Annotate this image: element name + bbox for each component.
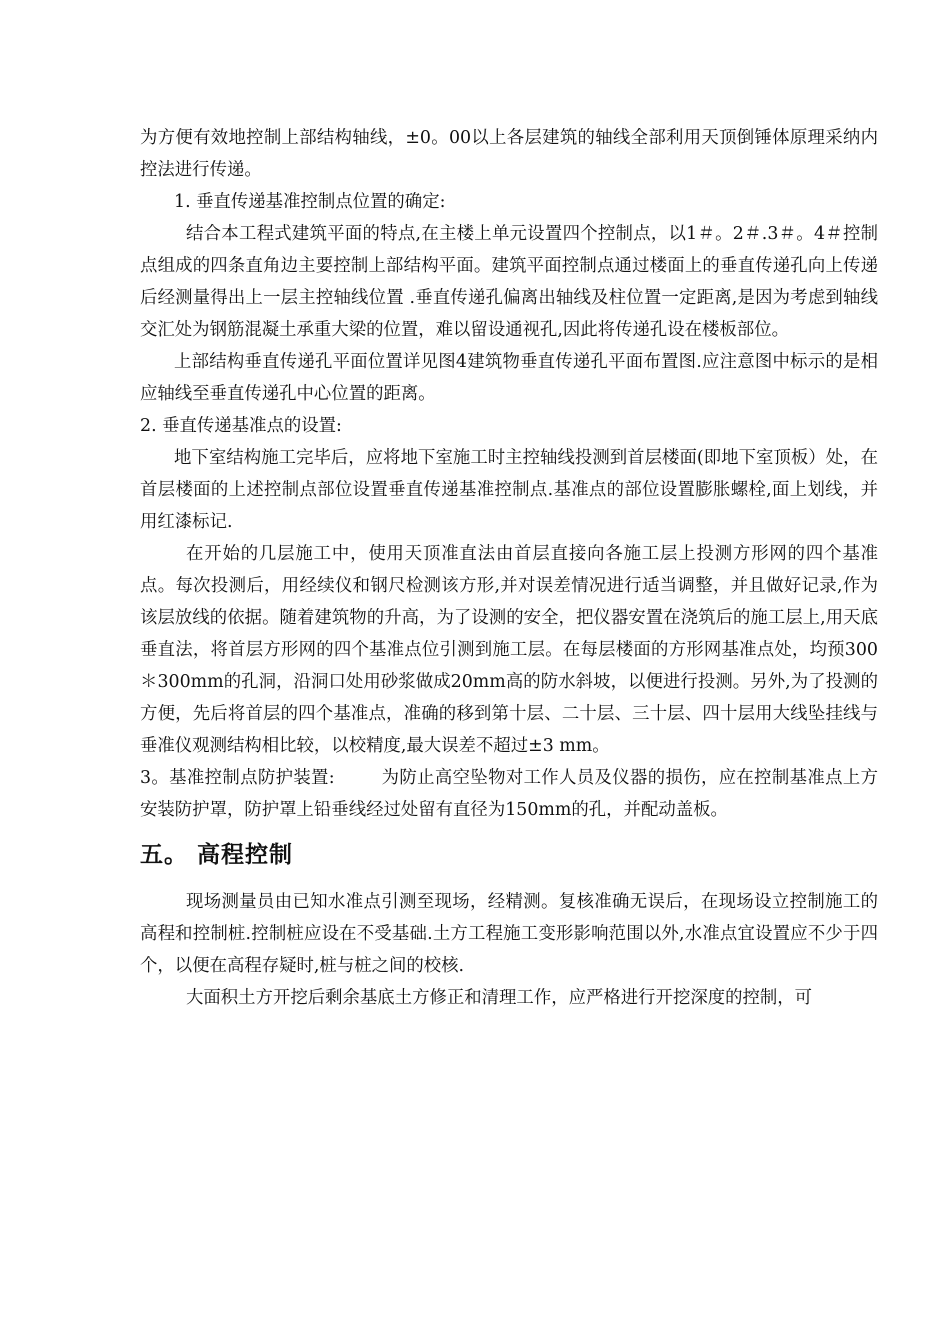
item-1-title: 1. 垂直传递基准控制点位置的确定: bbox=[174, 192, 446, 212]
paragraph-basement: 地下室结构施工完毕后，应将地下室施工时主控轴线投测到首层楼面(即地下室顶板）处，在首层楼面的上述控制点部位设置垂直传递基准控制点.基准点的部位设置膨胀螺栓,面上划线，并用红漆标记. bbox=[140, 448, 878, 532]
paragraph-excavation: 大面积土方开挖后剩余基底土方修正和清理工作，应严格进行开挖深度的控制，可 bbox=[186, 988, 813, 1008]
paragraph-transfer-holes: 上部结构垂直传递孔平面位置详见图4建筑物垂直传递孔平面布置图.应注意图中标示的是相应轴线至垂直传递孔中心位置的距离。 bbox=[140, 352, 878, 404]
item-2-title: 2. 垂直传递基准点的设置: bbox=[140, 416, 342, 436]
paragraph-elevation-benchmarks: 现场测量员由已知水准点引测至现场，经精测。复核准确无误后，在现场设立控制施工的高程和控制桩.控制桩应设在不受基础.土方工程施工变形影响范围以外,水准点宜设置应不少于四个，以便在高程存疑时,桩与桩之间的校核. bbox=[140, 892, 878, 976]
paragraph-axis-control: 为方便有效地控制上部结构轴线，±0。00以上各层建筑的轴线全部利用天顶倒锤体原理采纳内控法进行传递。 bbox=[140, 128, 878, 180]
document-page bbox=[140, 122, 878, 1014]
section-5-heading: 五。 高程控制 bbox=[140, 842, 294, 868]
paragraph-zenith-method: 在开始的几层施工中，使用天顶准直法由首层直接向各施工层上投测方形网的四个基准点。每次投测后，用经续仪和钢尺检测该方形,并对误差情况进行适当调整，并且做好记录,作为该层放线的依据。随着建筑物的升高，为了设测的安全，把仪器安置在浇筑后的施工层上,用天底垂直法，将首层方形网的四个基准点位引测到施工层。在每层楼面的方形网基准点处，均预300＊300mm的孔洞，沿洞口处用砂浆做成20mm高的防水斜坡，以便进行投测。另外,为了投测的方便，先后将首层的四个基准点，准确的移到第十层、二十层、三十层、四十层用大线坠挂线与垂准仪观测结构相比较，以校精度,最大误差不超过±3 mm。 bbox=[140, 544, 878, 756]
paragraph-control-points: 结合本工程式建筑平面的特点,在主楼上单元设置四个控制点，以1＃。2＃.3＃。4＃控制点组成的四条直角边主要控制上部结构平面。建筑平面控制点通过楼面上的垂直传递孔向上传递后经测量得出上一层主控轴线位置 .垂直传递孔偏离出轴线及柱位置一定距离,是因为考虑到轴线交汇处为钢筋混凝土承重大梁的位置，难以留设通视孔,因此将传递孔设在楼板部位。 bbox=[140, 224, 878, 340]
item-3-protection: 3。基准控制点防护装置: 为防止高空坠物对工作人员及仪器的损伤，应在控制基准点上方安装防护罩，防护罩上铅垂线经过处留有直径为150mm的孔，并配动盖板。 bbox=[140, 768, 878, 820]
